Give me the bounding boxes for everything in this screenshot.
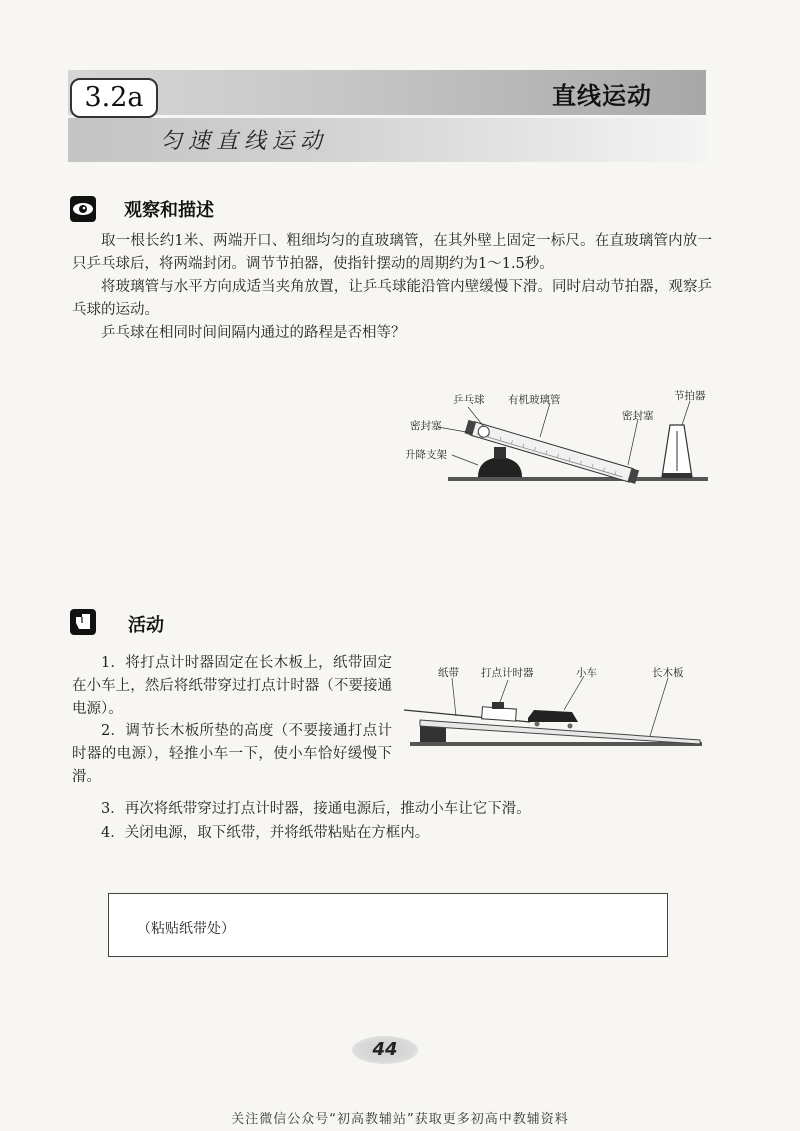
label-stand: 升降支架 [405,449,447,461]
label-metronome: 节拍器 [674,390,706,402]
eye-icon [70,196,96,222]
page-number: 44 [352,1036,418,1064]
hand-icon [70,609,96,635]
subtitle: 匀速直线运动 [160,129,329,154]
footer-note: 关注微信公众号“初高教辅站”获取更多初高中教辅资料 [231,1112,569,1127]
label-cart: 小车 [576,667,597,679]
activity-step-1: 1．将打点计时器固定在长木板上，纸带固定在小车上，然后将纸带穿过打点计时器（不要接通电源）。 [72,655,392,717]
observe-heading: 观察和描述 [124,200,214,221]
tape-paste-box [108,893,668,957]
activity-step-2: 2．调节长木板所垫的高度（不要接通打点计时器的电源），轻推小车一下，使小车恰好缓慢下滑。 [72,723,392,785]
label-stopper-right: 密封塞 [622,410,654,422]
activity-step-4: 4．关闭电源，取下纸带，并将纸带粘贴在方框内。 [101,825,430,841]
label-ball: 乒乓球 [453,394,485,406]
observe-paragraph-3: 乒乓球在相同时间间隔内通过的路程是否相等？ [101,325,406,341]
label-timer: 打点计时器 [481,667,534,679]
label-tape: 纸带 [438,667,459,679]
label-tube: 有机玻璃管 [508,394,561,406]
section-number: 3.2a [70,78,158,118]
label-stopper-left: 密封塞 [410,420,442,432]
paste-box-label: （粘贴纸带处） [137,921,235,937]
chapter-title: 直线运动 [552,82,652,110]
label-board: 长木板 [652,667,684,679]
activity-step-3: 3．再次将纸带穿过打点计时器，接通电源后，推动小车让它下滑。 [101,801,531,817]
activity-heading: 活动 [128,615,164,636]
observe-paragraph-1: 取一根长约1米、两端开口、粗细均匀的直玻璃管，在其外壁上固定一标尺。在直玻璃管内放一只乒乓球后，将两端封闭。调节节拍器，使指针摆动的周期约为1～1.5秒。 [72,233,712,272]
observe-paragraph-2: 将玻璃管与水平方向成适当夹角放置，让乒乓球能沿管内壁缓慢下滑。同时启动节拍器，观察乒乓球的运动。 [72,279,712,318]
